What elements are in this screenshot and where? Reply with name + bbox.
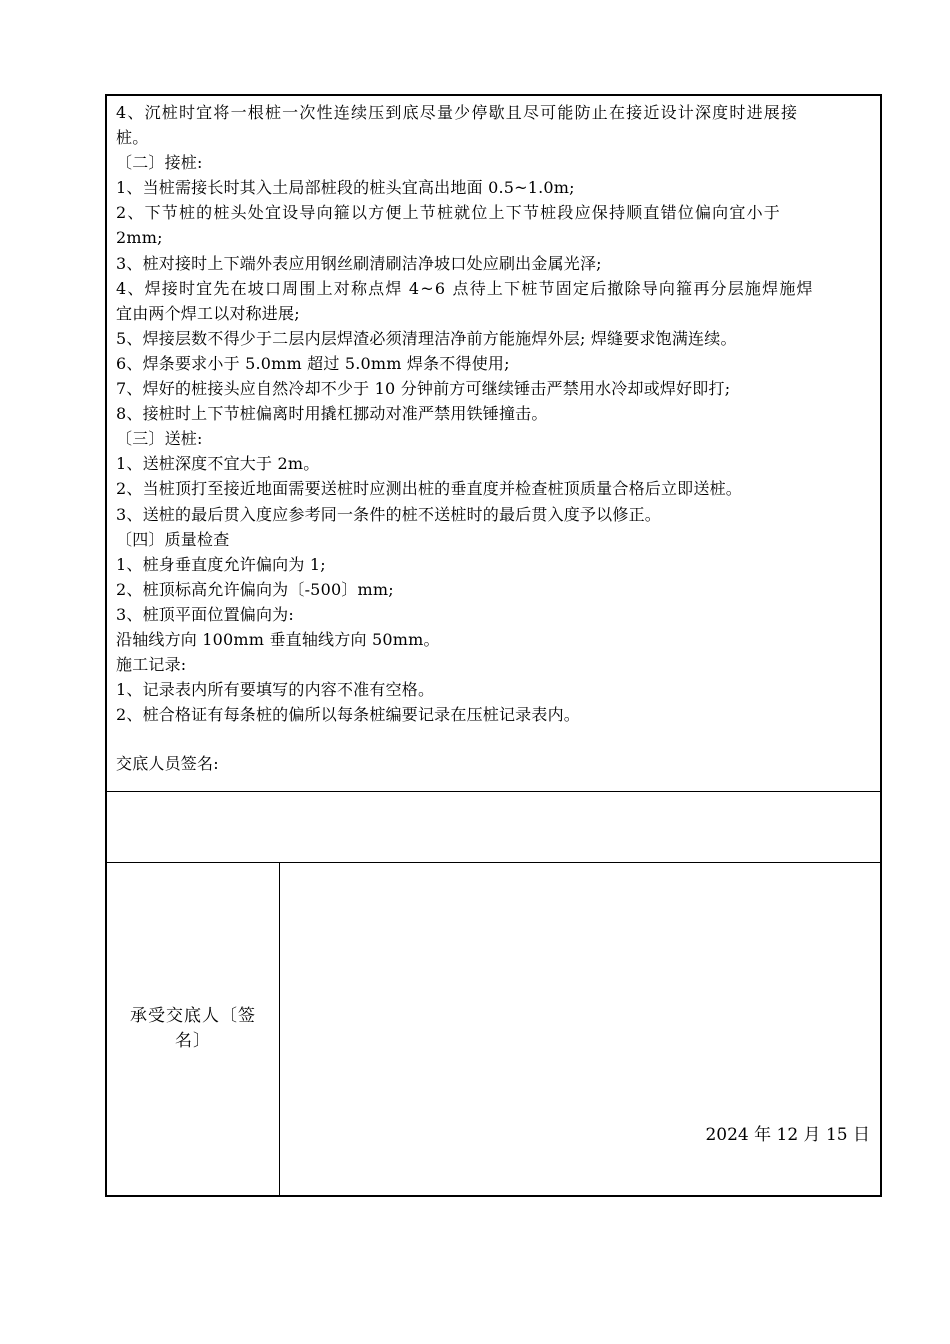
text-line: 4、沉桩时宜将一根桩一次性连续压到底尽量少停歇且尽可能防止在接近设计深度时进展接 — [116, 103, 799, 122]
text-line: 1、当桩需接长时其入土局部桩段的桩头宜高出地面 0.5~1.0m; — [116, 178, 575, 198]
section-heading: 施工记录: — [116, 655, 187, 675]
text-line: 3、桩顶平面位置偏向为: — [116, 604, 294, 624]
text-line: 1、记录表内所有要填写的内容不准有空格。 — [116, 680, 435, 700]
technical-disclosure-content — [107, 96, 880, 792]
disclosure-form-table — [105, 94, 882, 1197]
text-line: 6、焊条要求小于 5.0mm 超过 5.0mm 焊条不得使用; — [116, 353, 510, 373]
section-heading: 〔四〕质量检查 — [116, 529, 230, 549]
receiver-label: 承受交底人〔签名〕 — [130, 1006, 256, 1051]
section-heading: 〔二〕接桩: — [116, 153, 203, 173]
text-line: 5、焊接层数不得少于二层内层焊渣必须清理洁净前方能施焊外层; 焊缝要求饱满连续。 — [116, 328, 737, 348]
text-line: 3、桩对接时上下端外表应用钢丝刷清刷洁净坡口处应刷出金属光泽; — [116, 253, 602, 273]
text-line: 桩。 — [116, 128, 149, 148]
text-line: 1、桩身垂直度允许偏向为 1; — [116, 554, 326, 574]
text-line: 2、桩顶标高允许偏向为〔-500〕mm; — [116, 579, 394, 599]
section-heading: 〔三〕送桩: — [116, 429, 203, 449]
signer-label: 交底人员签名: — [116, 754, 219, 774]
text-line: 7、焊好的桩接头应自然冷却不少于 10 分钟前方可继续锤击严禁用水冷却或焊好即打; — [116, 379, 731, 399]
text-line: 4、焊接时宜先在坡口周围上对称点焊 4~6 点待上下桩节固定后撤除导向箍再分层施焊施焊 — [116, 278, 814, 298]
receiver-label-cell — [107, 863, 279, 1195]
text-line: 2mm; — [116, 228, 163, 248]
text-line: 8、接桩时上下节桩偏离时用撬杠挪动对准严禁用铁锤撞击。 — [116, 404, 548, 424]
row-divider — [107, 791, 880, 792]
sign-date: 2024 年 12 月 15 日 — [705, 1125, 870, 1145]
column-divider — [279, 862, 280, 1195]
text-line: 3、送桩的最后贯入度应参考同一条件的桩不送桩时的最后贯入度予以修正。 — [116, 504, 661, 524]
text-line: 1、送桩深度不宜大于 2m。 — [116, 454, 320, 474]
text-line: 沿轴线方向 100mm 垂直轴线方向 50mm。 — [116, 629, 440, 649]
text-line: 2、当桩顶打至接近地面需要送桩时应测出桩的垂直度并检查桩顶质量合格后立即送桩。 — [116, 479, 742, 499]
text-line: 2、下节桩的桩头处宜设导向箍以方便上节桩就位上下节桩段应保持顺直错位偏向宜小于 — [116, 203, 781, 223]
text-line: 宜由两个焊工以对称进展; — [116, 303, 300, 323]
text-line: 2、桩合格证有每条桩的偏所以每条桩编要记录在压桩记录表内。 — [116, 705, 580, 725]
